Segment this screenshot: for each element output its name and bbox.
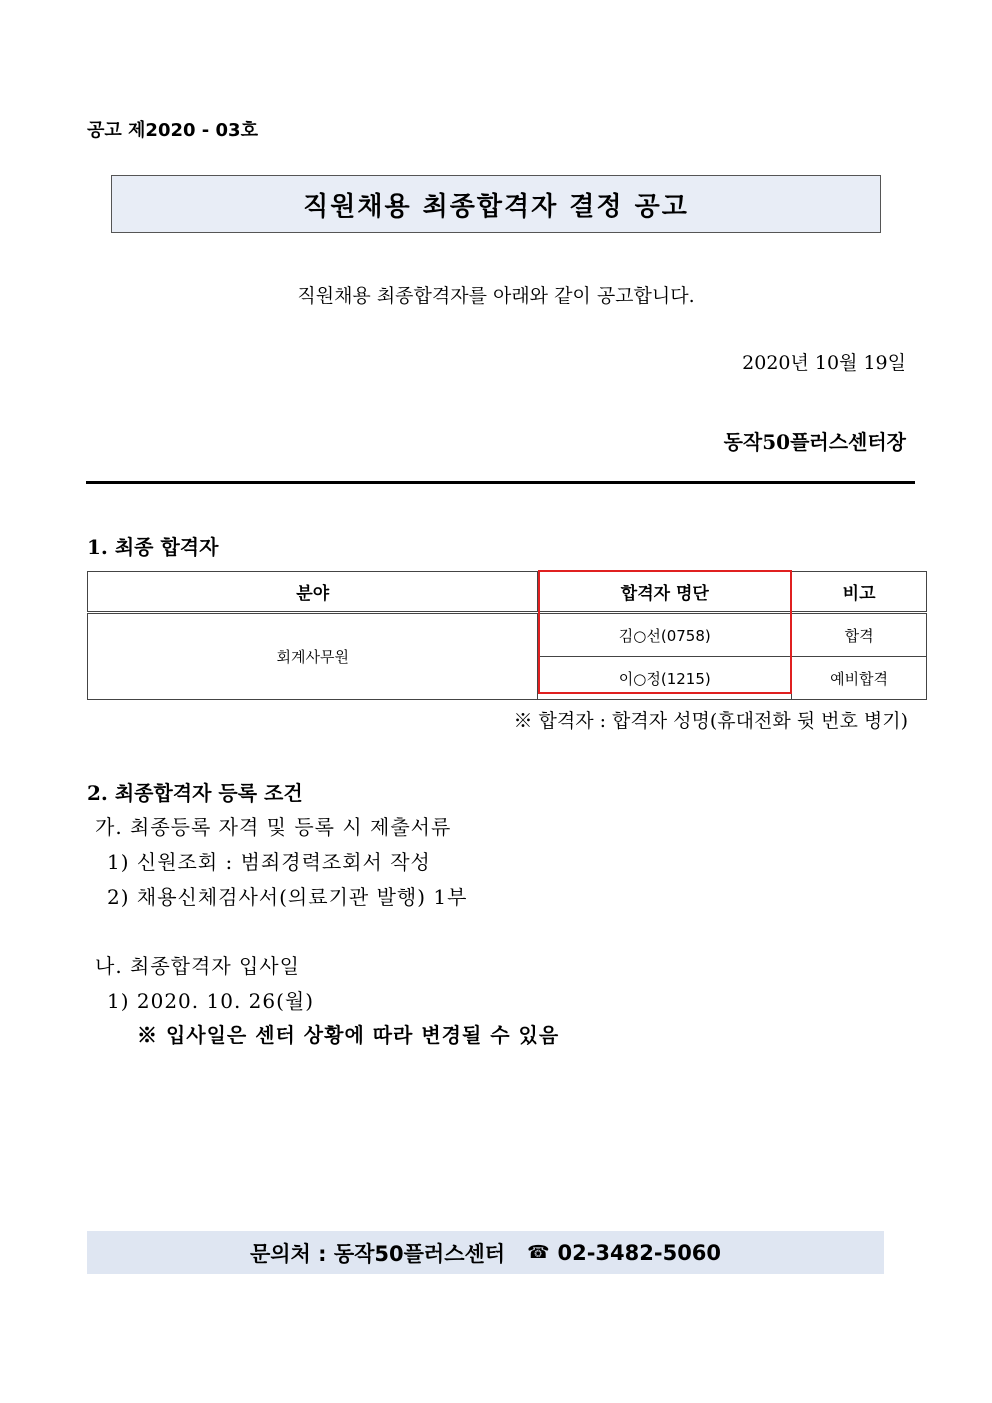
list-item: 1) 신원조회 : 범죄경력조회서 작성 xyxy=(107,850,431,874)
section2-heading: 2. 최종합격자 등록 조건 xyxy=(87,781,303,805)
table-row xyxy=(88,613,927,657)
list-item: 1) 2020. 10. 26(월) xyxy=(107,989,315,1013)
subsection-a: 가. 최종등록 자격 및 등록 시 제출서류 xyxy=(95,815,452,839)
list-item: 2) 채용신체검사서(의료기관 발행) 1부 xyxy=(107,885,468,909)
issuer: 동작50플러스센터장 xyxy=(723,430,906,454)
note-cell: 예비합격 xyxy=(792,657,927,700)
subsection-b: 나. 최종합격자 입사일 xyxy=(95,954,300,978)
divider xyxy=(86,481,915,484)
document-title xyxy=(111,175,881,233)
start-date-note: ※ 입사일은 센터 상황에 따라 변경될 수 있음 xyxy=(137,1023,560,1047)
contact-phone: 02-3482-5060 xyxy=(557,1240,722,1265)
phone-icon: ☎ xyxy=(527,1242,550,1263)
note-cell: 합격 xyxy=(792,613,927,657)
table-header-row xyxy=(88,572,927,613)
contact-bar xyxy=(87,1231,884,1274)
column-header: 합격자 명단 xyxy=(538,572,792,613)
name-cell: 이○정(1215) xyxy=(538,657,792,700)
field-cell: 회계사무원 xyxy=(88,613,538,700)
title-text: 직원채용 최종합격자 결정 공고 xyxy=(303,191,689,222)
results-table xyxy=(87,571,927,700)
contact-label: 문의처 : 동작50플러스센터 xyxy=(249,1241,506,1266)
name-cell: 김○선(0758) xyxy=(538,613,792,657)
intro-text: 직원채용 최종합격자를 아래와 같이 공고합니다. xyxy=(297,285,695,307)
notice-date: 2020년 10월 19일 xyxy=(742,352,906,374)
column-header: 분야 xyxy=(88,572,538,613)
table-footnote: ※ 합격자 : 합격자 성명(휴대전화 뒷 번호 병기) xyxy=(513,710,908,732)
section1-heading: 1. 최종 합격자 xyxy=(87,535,219,559)
column-header: 비고 xyxy=(792,572,927,613)
notice-number: 공고 제2020 - 03호 xyxy=(87,120,258,141)
